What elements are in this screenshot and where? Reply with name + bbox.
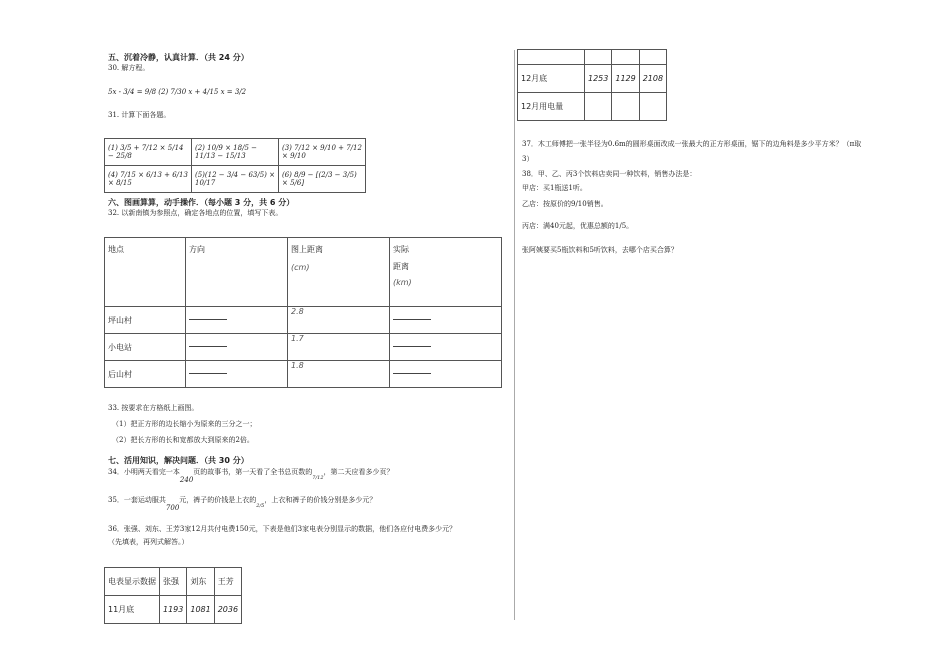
real-blank-2[interactable] xyxy=(390,334,502,361)
q36-note: （先填表，再列式解答。） xyxy=(108,538,189,546)
q32-text: 32. 以新南镇为参照点，确定各地点的位置，填写下表。 xyxy=(108,209,283,217)
electricity-table xyxy=(104,567,242,624)
elec-h-3: 王芳 xyxy=(214,568,241,596)
q38-text: 38．甲、乙、丙3个饮料店卖同一种饮料，销售办法是： xyxy=(522,170,697,178)
section-6-title: 六、图画算算，动手操作．（每小题 3 分，共 6 分） xyxy=(108,198,295,207)
q30-text: 30. 解方程。 xyxy=(108,64,150,72)
elec-11-zhang: 1193 xyxy=(160,596,187,624)
calc-table xyxy=(104,138,366,193)
calc-3: (3) 7/12 × 9/10 + 7/12 × 9/10 xyxy=(279,139,366,166)
th-direction: 方向 xyxy=(186,238,288,307)
elec-11-liu: 1081 xyxy=(187,596,214,624)
column-divider xyxy=(514,50,515,620)
q33-part1: （1）把正方形的边长缩小为原来的三分之一； xyxy=(112,420,257,428)
place-2: 小电站 xyxy=(105,334,186,361)
dir-blank-2[interactable] xyxy=(186,334,288,361)
q38-question: 张阿姨要买5瓶饮料和5听饮料，去哪个店买合算？ xyxy=(522,246,678,254)
q31-text: 31. 计算下面各题。 xyxy=(108,111,171,119)
electricity-table-continued xyxy=(517,49,667,121)
q37-text: 37．木工师傅把一张半径为0.6m的圆形桌面改成一张最大的正方形桌面，锯下的边角料是多少平方米？（π取 xyxy=(522,140,862,148)
location-table xyxy=(104,237,502,388)
elec-12-label: 12月底 xyxy=(518,65,585,93)
elec-11-label: 11月底 xyxy=(105,596,160,624)
elec-11-wang: 2036 xyxy=(214,596,241,624)
dir-blank-3[interactable] xyxy=(186,361,288,388)
map-2: 1.7 xyxy=(288,334,390,361)
shop-a: 甲店：买1瓶送1听。 xyxy=(522,184,587,192)
q35: 35．一套运动服共700元，裤子的价钱是上衣的$_{2/5}$，上衣和裤子的价钱分别是多少元？ xyxy=(108,496,377,512)
map-1: 2.8 xyxy=(288,307,390,334)
dir-blank-1[interactable] xyxy=(186,307,288,334)
elec-h-2: 刘东 xyxy=(187,568,214,596)
place-1: 坪山村 xyxy=(105,307,186,334)
q36-text: 36．张强、刘东、王芳3家12月共付电费150元，下表是他们3家电表分别显示的数据，他们各应付电费多少元？ xyxy=(108,525,457,533)
calc-2: (2) 10/9 × 18/5 − 11/13 − 15/13 xyxy=(192,139,279,166)
q30-equations: 5x - 3/4 = 9/8 (2) 7/30 x + 4/15 x = 3/2 xyxy=(108,88,247,96)
section-5-title: 五、沉着冷静，认真计算．（共 24 分） xyxy=(108,53,249,62)
real-blank-1[interactable] xyxy=(390,307,502,334)
real-blank-3[interactable] xyxy=(390,361,502,388)
usage-blank-liu[interactable] xyxy=(612,93,639,121)
calc-6: (6) 8/9 − [(2/3 − 3/5) × 5/6] xyxy=(279,166,366,193)
q34: 34．小明两天看完一本240页的故事书，第一天看了全书总页数的$_{7/12}$，第二天应看多少页？ xyxy=(108,468,394,484)
calc-1: (1) 3/5 + 7/12 × 5/14 − 25/8 xyxy=(105,139,192,166)
th-real-distance: 实际 距离 (km) xyxy=(390,238,502,307)
elec-usage-label: 12月用电量 xyxy=(518,93,585,121)
shop-c: 丙店：满40元起，优惠总额的1/5。 xyxy=(522,222,634,230)
q37-end: 3） xyxy=(522,155,534,163)
elec-12-wang: 2108 xyxy=(639,65,666,93)
map-3: 1.8 xyxy=(288,361,390,388)
place-3: 后山村 xyxy=(105,361,186,388)
elec-h-1: 张强 xyxy=(160,568,187,596)
elec-12-liu: 1129 xyxy=(612,65,639,93)
calc-5: (5)(12 − 3/4 − 63/5) × 10/17 xyxy=(192,166,279,193)
usage-blank-zhang[interactable] xyxy=(585,93,612,121)
calc-4: (4) 7/15 × 6/13 + 6/13 × 8/15 xyxy=(105,166,192,193)
q33-part2: （2）把长方形的长和宽都放大到原来的2倍。 xyxy=(112,436,254,444)
th-map-distance: 图上距离 (cm) xyxy=(288,238,390,307)
elec-h-0: 电表显示数据 xyxy=(105,568,160,596)
shop-b: 乙店：按原价的9/10销售。 xyxy=(522,200,608,208)
elec-12-zhang: 1253 xyxy=(585,65,612,93)
usage-blank-wang[interactable] xyxy=(639,93,666,121)
th-place: 地点 xyxy=(105,238,186,307)
q33-text: 33. 按要求在方格纸上画图。 xyxy=(108,404,199,412)
section-7-title: 七、活用知识，解决问题．（共 30 分） xyxy=(108,456,249,465)
